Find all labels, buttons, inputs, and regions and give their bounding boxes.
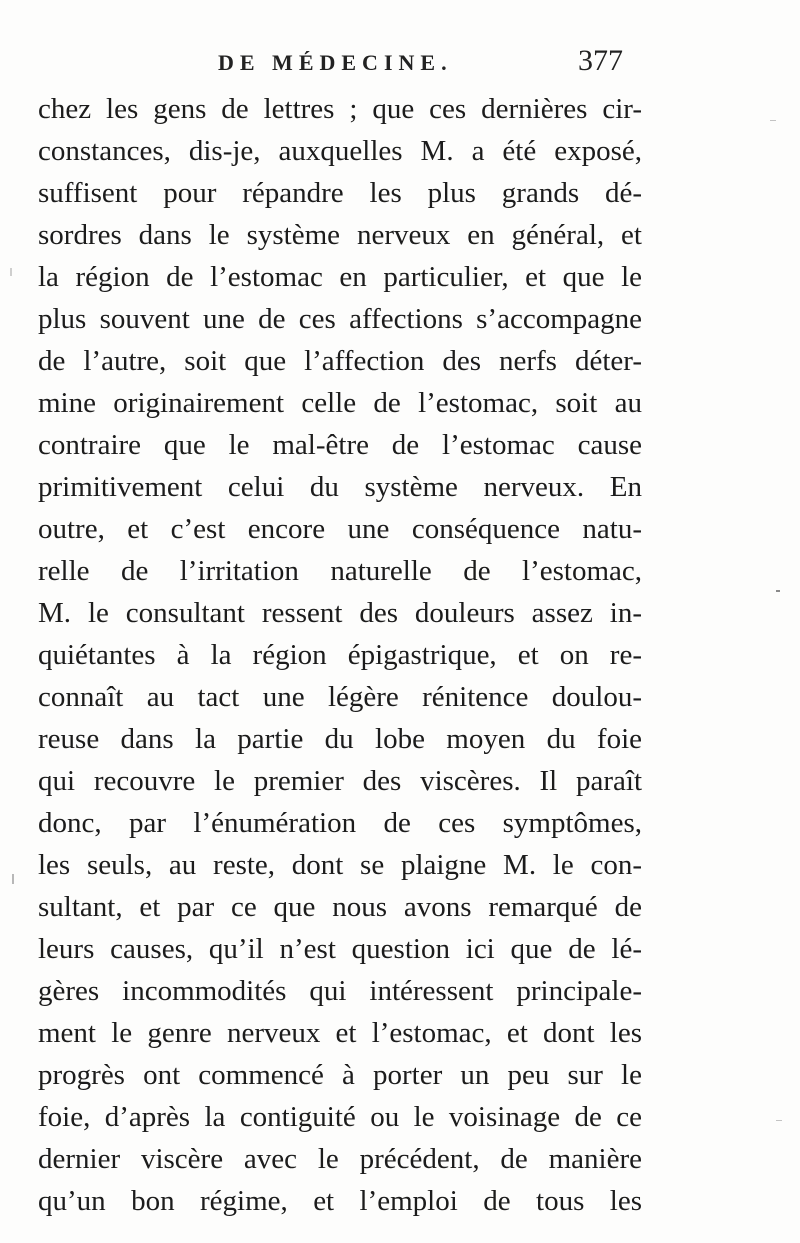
text-line: les seuls, au reste, dont se plaigne M. le con- (38, 849, 642, 881)
text-line: gères incommodités qui intéressent principale- (38, 975, 642, 1007)
page-header (0, 44, 800, 84)
scan-speck (776, 590, 780, 592)
scan-speck (10, 268, 12, 276)
text-line: donc, par l’énumération de ces symptômes, (38, 807, 642, 839)
text-line: chez les gens de lettres ; que ces dernières cir- (38, 93, 642, 125)
text-line: dernier viscère avec le précédent, de manière (38, 1143, 642, 1175)
text-line: outre, et c’est encore une conséquence natu- (38, 513, 642, 545)
text-line: leurs causes, qu’il n’est question ici que de lé- (38, 933, 642, 965)
text-line: connaît au tact une légère rénitence doulou- (38, 681, 642, 713)
text-line: primitivement celui du système nerveux. En (38, 471, 642, 503)
text-line: qui recouvre le premier des viscères. Il paraît (38, 765, 642, 797)
scan-speck (770, 120, 776, 121)
text-line: reuse dans la partie du lobe moyen du foie (38, 723, 642, 755)
text-line: plus souvent une de ces affections s’accompagne (38, 303, 642, 335)
text-line: sultant, et par ce que nous avons remarqué de (38, 891, 642, 923)
text-line: foie, d’après la contiguité ou le voisinage de ce (38, 1101, 642, 1133)
text-line: la région de l’estomac en particulier, et que le (38, 261, 642, 293)
text-line: de l’autre, soit que l’affection des nerfs déter- (38, 345, 642, 377)
text-line: qu’un bon régime, et l’emploi de tous les (38, 1185, 642, 1217)
text-line: constances, dis-je, auxquelles M. a été exposé, (38, 135, 642, 167)
text-line: quiétantes à la région épigastrique, et on re- (38, 639, 642, 671)
text-line: ment le genre nerveux et l’estomac, et dont les (38, 1017, 642, 1049)
text-line: progrès ont commencé à porter un peu sur le (38, 1059, 642, 1091)
text-line: sordres dans le système nerveux en général, et (38, 219, 642, 251)
text-line: suffisent pour répandre les plus grands dé- (38, 177, 642, 209)
scan-speck (776, 1120, 782, 1121)
running-head: DE MÉDECINE. (218, 50, 453, 75)
text-line: mine originairement celle de l’estomac, soit au (38, 387, 642, 419)
text-line: M. le consultant ressent des douleurs assez in- (38, 597, 642, 629)
text-line: contraire que le mal-être de l’estomac cause (38, 429, 642, 461)
text-line: relle de l’irritation naturelle de l’estomac, (38, 555, 642, 587)
page-number: 377 (578, 44, 623, 77)
scan-speck (12, 874, 14, 884)
